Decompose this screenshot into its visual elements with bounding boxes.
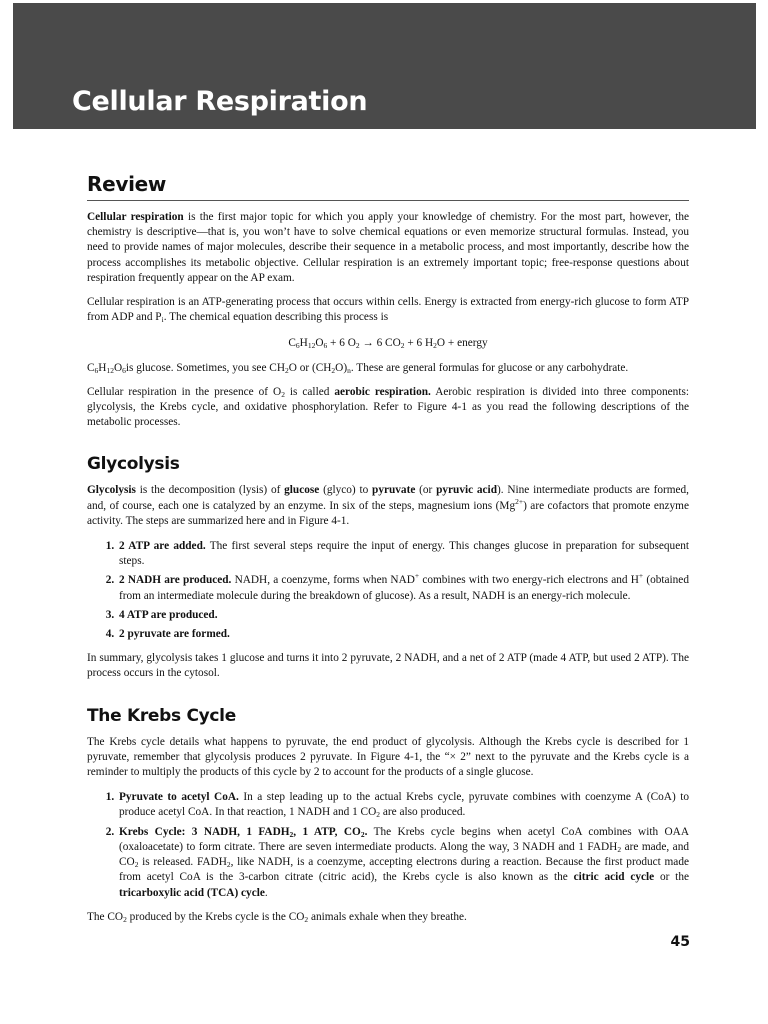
list-item: 4. 2 pyruvate are formed. <box>117 627 689 642</box>
review-paragraph-2: Cellular respiration is an ATP-generating process that occurs within cells. Energy is extracted from energy-rich glucose to form ATP from ADP and $P_i$. The chemical equation describing this process is <box>87 296 689 325</box>
review-heading: Review <box>87 172 689 201</box>
krebs-closing-sentence: The $CO_2$ produced by the Krebs cycle is the $CO_2$ animals exhale when they breathe. <box>87 910 467 924</box>
review-paragraph-1: Cellular respiration is the first major topic for which you apply your knowledge of chemistry. For the most part, however, the chemistry is descriptive—that is, you won’t have to solve chemical equations or even memorize structural formulas. Instead, you need to provide names of major molecules, describe their sequence in a metabolic process, and most importantly, describe how the process accomplishes its metabolic objective. Cellular respiration is an extremely important topic; free-response questions about respiration frequently appear on the AP exam. <box>87 211 689 284</box>
page-number: 45 <box>670 934 690 950</box>
krebs-cycle-heading: The Krebs Cycle <box>87 705 236 726</box>
respiration-equation: $C_6H_{12}O_6 + 6$ $O_2 \to 6$ $CO_2 + 6$ $H_2O$ + energy <box>288 337 488 351</box>
list-item: 3. 4 ATP are produced. <box>117 608 689 623</box>
review-paragraph-3: $C_6H_{12}O_6is$ glucose. Sometimes, you see $CH_2O$ or $(CH_2O)_n$. These are general formulas for glucose or any carbohydrate. <box>87 361 629 375</box>
term-cellular-respiration: Cellular respiration <box>87 211 184 223</box>
glycolysis-steps-list <box>87 539 689 642</box>
page-content <box>87 172 689 925</box>
glycolysis-summary: In summary, glycolysis takes 1 glucose and turns it into 2 pyruvate, 2 NADH, and a net of 2 ATP (made 4 ATP, but used 2 ATP). The process occurs in the cytosol. <box>87 652 689 680</box>
list-item: 2. Krebs Cycle: 3 NADH, 1 $FADH_2$, 1 ATP, $CO_2$. The Krebs cycle begins when acetyl CoA combines with OAA (oxaloacetate) to form citrate. There are seven intermediate products. Along the way, 3 NADH and 1 $FADH_2$ are made, and $CO_2$ is released. $FADH_2$, like NADH, is a coenzyme, accepting electrons during a reaction. Because the first product made from acetyl CoA is the 3-carbon citrate (citric acid), the Krebs cycle is also known as the citric acid cycle or the tricarboxylic acid (TCA) cycle. <box>117 825 689 901</box>
review-paragraph-4: Cellular respiration in the presence of $O_2$ is called aerobic respiration. Aerobic respiration is divided into three components: glycolysis, the Krebs cycle, and oxidative phosphorylation. Refer to Figure 4-1 as you read the following descriptions of the metabolic processes. <box>87 385 689 429</box>
glycolysis-heading: Glycolysis <box>87 454 180 475</box>
chapter-title: Cellular Respiration <box>72 86 368 117</box>
list-item: 1. 2 ATP are added. The first several steps require the input of energy. This changes glucose in preparation for subsequent steps. <box>117 539 689 569</box>
krebs-paragraph: The Krebs cycle details what happens to pyruvate, the end product of glycolysis. Although the Krebs cycle is described for 1 pyruvate, remember that glycolysis produces 2 pyruvate. In Figure 4-1, the “× 2” next to the pyruvate and the Krebs cycle is a reminder to multiply the products of this cycle by 2 to account for the products of a single glucose. <box>87 735 689 779</box>
krebs-steps-list <box>87 790 689 900</box>
glycolysis-paragraph: Glycolysis is the decomposition (lysis) of glucose (glyco) to pyruvate (or pyruvic acid). Nine intermediate products are formed, and, of course, each one is catalyzed by an enzyme. In six of the steps, magnesium ions $(Mg^{2+})$ are cofactors that promote enzyme activity. The steps are summarized here and in Figure 4-1. <box>87 484 690 527</box>
term-aerobic-respiration: aerobic respiration. <box>334 385 431 398</box>
list-item: 2. 2 NADH are produced. NADH, a coenzyme, forms when NAD+ combines with two energy-rich electrons and H+ (obtained from an intermediate molecule during the breakdown of glucose). As a result, NADH is an energy-rich molecule. <box>117 573 689 603</box>
list-item: 1. Pyruvate to acetyl CoA. In a step leading up to the actual Krebs cycle, pyruvate combines with coenzyme A (CoA) to produce acetyl CoA. In that reaction, 1 NADH and 1 $CO_2$ are also produced. <box>117 790 689 820</box>
